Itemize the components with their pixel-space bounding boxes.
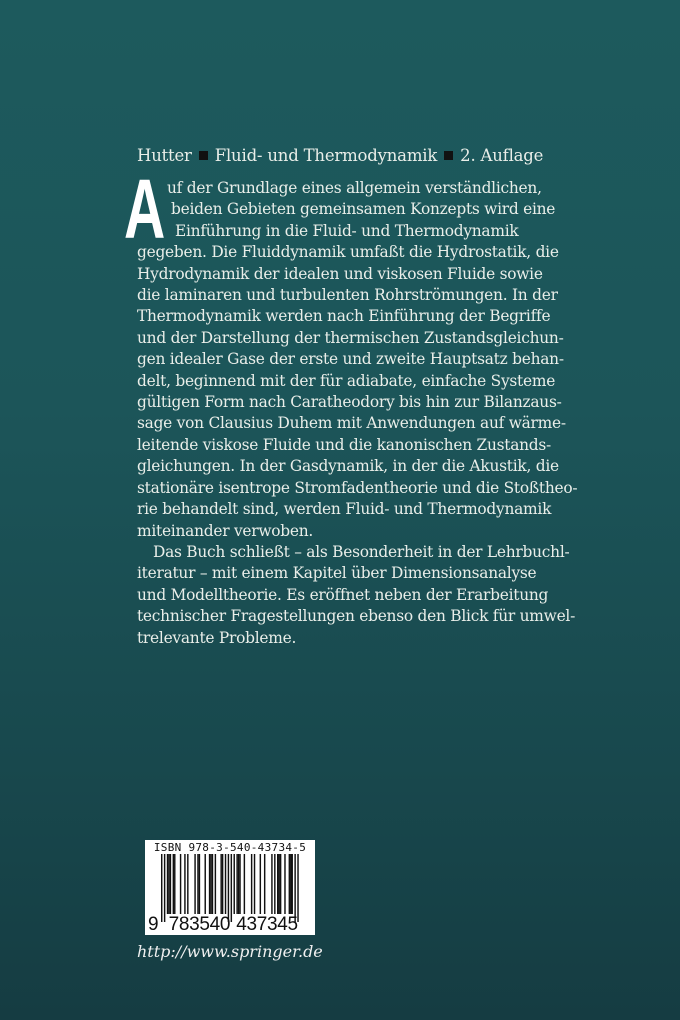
text-line: trelevante Probleme. xyxy=(137,628,297,647)
ean-right-group: 437345 xyxy=(236,914,298,935)
barcode-bar xyxy=(289,854,290,914)
isbn-barcode xyxy=(145,840,315,935)
barcode-bar xyxy=(228,854,229,922)
barcode-bar xyxy=(197,854,198,914)
text-line: stationäre isentrope Stromfadentheorie und die Stoßtheo- xyxy=(137,478,578,497)
barcode-bar xyxy=(180,854,181,914)
barcode-bar xyxy=(238,854,239,914)
barcode-bar xyxy=(297,854,298,922)
barcode-bar xyxy=(290,854,291,914)
text-line: iteratur – mit einem Kapitel über Dimensionsanalyse xyxy=(137,564,537,583)
barcode-bar xyxy=(167,854,168,914)
barcode-bar xyxy=(264,854,265,914)
barcode-bar xyxy=(254,854,255,914)
barcode-bar xyxy=(184,854,185,914)
text-line: gen idealer Gase der erste und zweite Hauptsatz behan- xyxy=(137,350,564,369)
barcode-bar xyxy=(239,854,240,914)
text-line: technischer Fragestellungen ebenso den Blick für umwel- xyxy=(137,607,576,626)
text-line: beiden Gebieten gemeinsamen Konzepts wird eine xyxy=(171,200,556,219)
text-line: gleichungen. In der Gasdynamik, in der die Akustik, die xyxy=(137,457,559,476)
isbn-label: ISBN 978-3-540-43734-5 xyxy=(153,841,307,854)
text-line: die laminaren und turbulenten Rohrströmungen. In der xyxy=(137,286,558,305)
author: Hutter xyxy=(137,146,192,165)
barcode-bar xyxy=(194,854,195,914)
barcode-bar xyxy=(260,854,261,914)
text-line: rie behandelt sind, werden Fluid- und Thermodynamik xyxy=(137,500,552,519)
barcode-bar xyxy=(292,854,293,914)
text-line: leitende viskose Fluide und die kanonischen Zustands- xyxy=(137,435,551,454)
text-line: Das Buch schließt – als Besonderheit in der Lehrbuchl- xyxy=(153,542,570,561)
text-line: und Modelltheorie. Es eröffnet neben der Erarbeitung xyxy=(137,585,549,604)
text-line: sage von Clausius Duhem mit Anwendungen auf wärme- xyxy=(137,414,566,433)
barcode-bar xyxy=(209,854,210,914)
barcode-bar xyxy=(187,854,188,914)
barcode-bar xyxy=(251,854,252,914)
ean-digits xyxy=(148,914,298,936)
edition: 2. Auflage xyxy=(460,146,544,165)
barcode-bar xyxy=(231,854,232,922)
barcode-bar xyxy=(210,854,211,914)
barcode-bar xyxy=(225,854,226,914)
barcode-bar xyxy=(278,854,279,914)
barcode-bar xyxy=(284,854,285,914)
barcode-bar xyxy=(234,854,235,914)
separator-square-icon xyxy=(444,151,453,160)
text-line: gültigen Form nach Caratheodory bis hin zur Bilanzaus- xyxy=(137,393,562,412)
barcode-bar xyxy=(294,854,295,922)
barcode-bar xyxy=(205,854,206,914)
text-line: Thermodynamik werden nach Einführung der Begriffe xyxy=(137,307,551,326)
barcode-bar xyxy=(220,854,221,914)
cover-header xyxy=(137,146,543,165)
barcode-bar xyxy=(170,854,171,914)
barcode-bar xyxy=(236,854,237,914)
barcode-bar xyxy=(215,854,216,914)
barcode-bar xyxy=(199,854,200,914)
barcode-bar xyxy=(173,854,174,914)
blurb-text xyxy=(137,178,578,649)
text-line: gegeben. Die Fluiddynamik umfaßt die Hydrostatik, die xyxy=(137,243,559,262)
barcode-bar xyxy=(274,854,275,914)
barcode-bar xyxy=(164,854,165,922)
text-line: und der Darstellung der thermischen Zustandsgleichun- xyxy=(137,328,564,347)
text-line: uf der Grundlage eines allgemein verständlichen, xyxy=(167,179,542,197)
separator-square-icon xyxy=(199,151,208,160)
text-line: delt, beginnend mit der für adiabate, einfache Systeme xyxy=(137,371,556,390)
barcode-bar xyxy=(161,854,162,922)
ean-first-digit: 9 xyxy=(148,914,159,935)
book-title: Fluid- und Thermodynamik xyxy=(214,146,438,165)
barcode-bar xyxy=(212,854,213,914)
barcode-bar xyxy=(174,854,175,914)
drop-cap: A xyxy=(124,162,166,256)
publisher-url[interactable]: http://www.springer.de xyxy=(137,942,323,961)
barcode-bar xyxy=(222,854,223,914)
barcode-bars xyxy=(145,854,315,922)
barcode-bar xyxy=(271,854,272,914)
ean-left-group: 783540 xyxy=(168,914,231,935)
text-line: Einführung in die Fluid- und Thermodynamik xyxy=(175,221,519,240)
text-line: miteinander verwoben. xyxy=(137,521,314,540)
barcode-bar xyxy=(280,854,281,914)
barcode-bar xyxy=(168,854,169,914)
barcode-bar xyxy=(244,854,245,914)
barcode-bar xyxy=(277,854,278,914)
text-line: Hydrodynamik der idealen und viskosen Fluide sowie xyxy=(137,264,543,283)
